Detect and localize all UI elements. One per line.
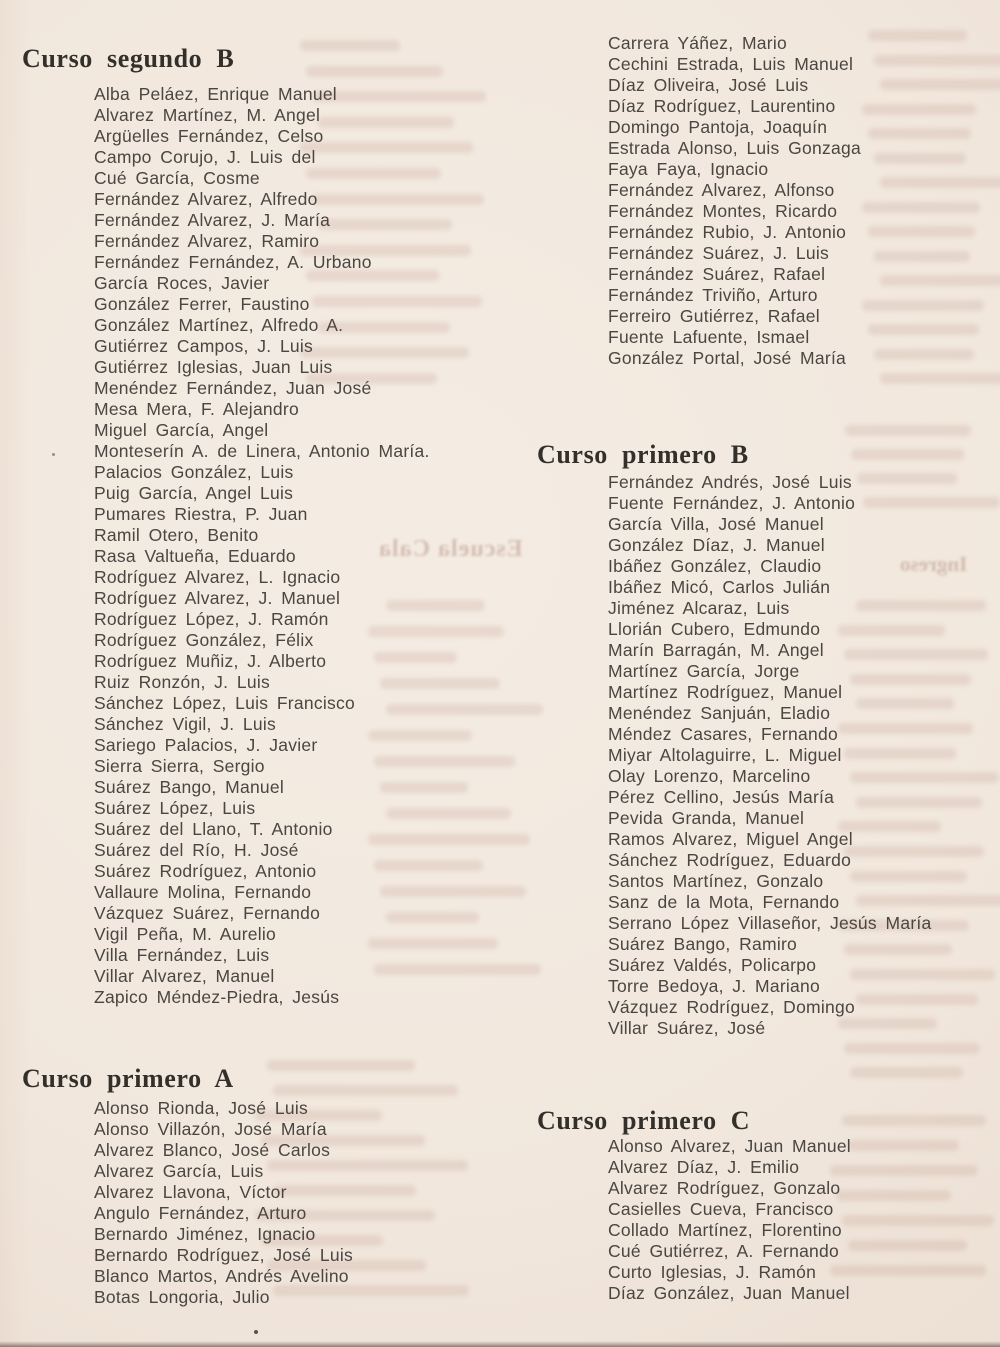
roster-name: Suárez Bango, Ramiro: [608, 934, 798, 954]
bleed-through-artifact: [848, 1140, 959, 1151]
roster-name: Cué Gutiérrez, A. Fernando: [608, 1241, 839, 1261]
roster-name: Martínez Rodríguez, Manuel: [608, 682, 843, 702]
roster-name: Miguel García, Angel: [94, 420, 269, 440]
roster-name: Martínez García, Jorge: [608, 661, 800, 681]
bleed-through-artifact: [845, 425, 971, 436]
roster-name: Ramos Alvarez, Miguel Angel: [608, 829, 853, 849]
roster-name: Miyar Altolaguirre, L. Miguel: [608, 745, 842, 765]
roster-name: Fernández Alvarez, Alfredo: [94, 189, 318, 209]
roster-name: Bernardo Rodríguez, José Luis: [94, 1245, 353, 1265]
roster-name: Rodríguez Alvarez, J. Manuel: [94, 588, 341, 608]
roster-name: Ibáñez González, Claudio: [608, 556, 822, 576]
roster-name: Vallaure Molina, Fernando: [94, 882, 312, 902]
bleed-through-artifact: [851, 449, 964, 460]
roster-name: Angulo Fernández, Arturo: [94, 1203, 307, 1223]
roster-name: Pérez Cellino, Jesús María: [608, 787, 835, 807]
roster-name: González Díaz, J. Manuel: [608, 535, 825, 555]
roster-name: Bernardo Jiménez, Ignacio: [94, 1224, 316, 1244]
bleed-through-artifact: [842, 1215, 994, 1226]
bleed-through-artifact: [300, 40, 400, 51]
roster-name: Fernández Rubio, J. Antonio: [608, 222, 847, 242]
roster-name: Alvarez Martínez, M. Angel: [94, 105, 321, 125]
scan-speck: [52, 453, 55, 456]
roster-name: Díaz González, Juan Manuel: [608, 1283, 850, 1303]
roster-name: Villar Alvarez, Manuel: [94, 966, 275, 986]
section-heading-curso-primero-c: Curso primero C: [537, 1105, 751, 1135]
roster-name: Estrada Alonso, Luis Gonzaga: [608, 138, 861, 158]
roster-name: García Villa, José Manuel: [608, 514, 824, 534]
scan-speck: [254, 1330, 258, 1334]
roster-name: Sánchez López, Luis Francisco: [94, 693, 355, 713]
roster-name: Jiménez Alcaraz, Luis: [608, 598, 790, 618]
roster-list-curso-primero-c: [608, 1136, 851, 1304]
bleed-through-artifact: [862, 104, 976, 115]
roster-name: Monteserín A. de Linera, Antonio María.: [94, 441, 430, 461]
bleed-through-artifact: [850, 1067, 963, 1078]
roster-name: Rodríguez González, Félix: [94, 630, 314, 650]
roster-name: Ferreiro Gutiérrez, Rafael: [608, 306, 820, 326]
roster-name: Ibáñez Micó, Carlos Julián: [608, 577, 831, 597]
roster-name: Marín Barragán, M. Angel: [608, 640, 824, 660]
ghost-heading-escuela: Escuela Cala: [378, 536, 523, 562]
roster-name: Suárez Valdés, Policarpo: [608, 955, 817, 975]
roster-name: Pevida Granda, Manuel: [608, 808, 805, 828]
section-heading-curso-segundo-b: Curso segundo B: [22, 43, 235, 73]
bleed-through-artifact: [868, 226, 975, 237]
bleed-through-artifact: [874, 153, 966, 164]
roster-list-curso-segundo-b: [94, 84, 430, 1008]
roster-name: Sanz de la Mota, Fernando: [608, 892, 840, 912]
bleed-through-artifact: [273, 1085, 458, 1096]
roster-name: Gutiérrez Iglesias, Juan Luis: [94, 357, 333, 377]
roster-name: Suárez Rodríguez, Antonio: [94, 861, 317, 881]
roster-name: Gutiérrez Campos, J. Luis: [94, 336, 314, 356]
roster-name: Alonso Alvarez, Juan Manuel: [608, 1136, 851, 1156]
roster-name: Fernández Montes, Ricardo: [608, 201, 838, 221]
roster-name: Fernández Triviño, Arturo: [608, 285, 818, 305]
roster-name: González Martínez, Alfredo A.: [94, 315, 344, 335]
roster-name: Fernández Alvarez, Ramiro: [94, 231, 320, 251]
bleed-through-artifact: [862, 300, 984, 311]
roster-name: Menéndez Fernández, Juan José: [94, 378, 372, 398]
roster-name: Domingo Pantoja, Joaquín: [608, 117, 828, 137]
roster-name: Curto Iglesias, J. Ramón: [608, 1262, 817, 1282]
roster-name: Sánchez Vigil, J. Luis: [94, 714, 277, 734]
roster-name: Alba Peláez, Enrique Manuel: [94, 84, 337, 104]
roster-name: Santos Martínez, Gonzalo: [608, 871, 824, 891]
roster-name: Argüelles Fernández, Celso: [94, 126, 324, 146]
roster-name: Sariego Palacios, J. Javier: [94, 735, 318, 755]
roster-name: Cechini Estrada, Luis Manuel: [608, 54, 854, 74]
bleed-through-artifact: [830, 1265, 986, 1276]
roster-name: Alvarez García, Luis: [94, 1161, 264, 1181]
bleed-through-artifact: [868, 128, 971, 139]
roster-name: Fernández Fernández, A. Urbano: [94, 252, 372, 272]
roster-name: Fernández Andrés, José Luis: [608, 472, 852, 492]
roster-name: Fuente Fernández, J. Antonio: [608, 493, 856, 513]
roster-name: Pumares Riestra, P. Juan: [94, 504, 308, 524]
bleed-through-artifact: [830, 1165, 978, 1176]
bleed-through-artifact: [880, 373, 1000, 384]
bleed-through-artifact: [880, 275, 1000, 286]
roster-name: Fernández Alvarez, Alfonso: [608, 180, 835, 200]
section-heading-curso-primero-b: Curso primero B: [537, 439, 749, 469]
roster-name: Palacios González, Luis: [94, 462, 294, 482]
roster-name: Alonso Villazón, José María: [94, 1119, 327, 1139]
bleed-through-artifact: [874, 55, 1000, 66]
roster-name: Fernández Alvarez, J. María: [94, 210, 331, 230]
roster-name: Alonso Rionda, José Luis: [94, 1098, 308, 1118]
roster-name: Díaz Oliveira, José Luis: [608, 75, 809, 95]
roster-name: Olay Lorenzo, Marcelino: [608, 766, 811, 786]
roster-name: Sierra Sierra, Sergio: [94, 756, 265, 776]
roster-name: Díaz Rodríguez, Laurentino: [608, 96, 836, 116]
roster-name: Suárez Bango, Manuel: [94, 777, 285, 797]
roster-name: Llorián Cubero, Edmundo: [608, 619, 821, 639]
bleed-through-artifact: [874, 349, 974, 360]
roster-name: Vázquez Rodríguez, Domingo: [608, 997, 855, 1017]
roster-name: Ramil Otero, Benito: [94, 525, 259, 545]
roster-name: Suárez López, Luis: [94, 798, 256, 818]
bleed-through-artifact: [880, 79, 1000, 90]
roster-name: Botas Longoria, Julio: [94, 1287, 270, 1307]
roster-name: Cué García, Cosme: [94, 168, 260, 188]
bleed-through-artifact: [862, 202, 980, 213]
bleed-through-artifact: [868, 324, 979, 335]
roster-name: Rodríguez López, J. Ramón: [94, 609, 329, 629]
roster-name: Ruiz Ronzón, J. Luis: [94, 672, 270, 692]
bleed-through-artifact: [848, 1240, 967, 1251]
roster-name: Mesa Mera, F. Alejandro: [94, 399, 299, 419]
roster-name: Fernández Suárez, Rafael: [608, 264, 826, 284]
bleed-through-artifact: [844, 1043, 980, 1054]
bleed-through-artifact: [868, 30, 967, 41]
roster-name: Vigil Peña, M. Aurelio: [94, 924, 277, 944]
roster-name: Vázquez Suárez, Fernando: [94, 903, 321, 923]
roster-name: Collado Martínez, Florentino: [608, 1220, 842, 1240]
roster-name: Fuente Lafuente, Ismael: [608, 327, 810, 347]
bleed-through-artifact: [267, 1060, 415, 1071]
roster-name: Méndez Casares, Fernando: [608, 724, 838, 744]
roster-name: Puig García, Angel Luis: [94, 483, 294, 503]
ghost-heading-ingreso: Ingreso: [900, 552, 968, 576]
roster-list-continuation: [608, 33, 861, 369]
roster-name: García Roces, Javier: [94, 273, 270, 293]
roster-name: González Portal, José María: [608, 348, 847, 368]
bleed-through-artifact: [836, 1190, 951, 1201]
roster-name: Faya Faya, Ignacio: [608, 159, 769, 179]
bleed-through-artifact: [874, 251, 970, 262]
bleed-through-artifact: [842, 1115, 986, 1126]
roster-name: Zapico Méndez-Piedra, Jesús: [94, 987, 340, 1007]
roster-name: Rasa Valtueña, Eduardo: [94, 546, 296, 566]
roster-list-curso-primero-a: [94, 1098, 353, 1308]
section-heading-curso-primero-a: Curso primero A: [22, 1063, 234, 1093]
bleed-through-artifact: [306, 66, 443, 77]
roster-name: Rodríguez Muñiz, J. Alberto: [94, 651, 327, 671]
roster-name: Alvarez Rodríguez, Gonzalo: [608, 1178, 841, 1198]
roster-name: Campo Corujo, J. Luis del: [94, 147, 316, 167]
roster-name: Blanco Martos, Andrés Avelino: [94, 1266, 349, 1286]
roster-name: Suárez del Río, H. José: [94, 840, 299, 860]
roster-name: Carrera Yáñez, Mario: [608, 33, 787, 53]
roster-name: Menéndez Sanjuán, Eladio: [608, 703, 831, 723]
roster-name: Rodríguez Alvarez, L. Ignacio: [94, 567, 341, 587]
bleed-through-artifact: [880, 177, 1000, 188]
roster-name: Casielles Cueva, Francisco: [608, 1199, 834, 1219]
roster-name: Alvarez Llavona, Víctor: [94, 1182, 287, 1202]
roster-name: Sánchez Rodríguez, Eduardo: [608, 850, 852, 870]
roster-name: Torre Bedoya, J. Mariano: [608, 976, 821, 996]
roster-name: Alvarez Blanco, José Carlos: [94, 1140, 331, 1160]
roster-name: González Ferrer, Faustino: [94, 294, 310, 314]
roster-name: Serrano López Villaseñor, Jesús María: [608, 913, 932, 933]
roster-name: Villa Fernández, Luis: [94, 945, 270, 965]
roster-name: Suárez del Llano, T. Antonio: [94, 819, 333, 839]
roster-list-curso-primero-b: [608, 472, 932, 1039]
roster-name: Villar Suárez, José: [608, 1018, 766, 1038]
roster-name: Fernández Suárez, J. Luis: [608, 243, 830, 263]
roster-name: Alvarez Díaz, J. Emilio: [608, 1157, 800, 1177]
